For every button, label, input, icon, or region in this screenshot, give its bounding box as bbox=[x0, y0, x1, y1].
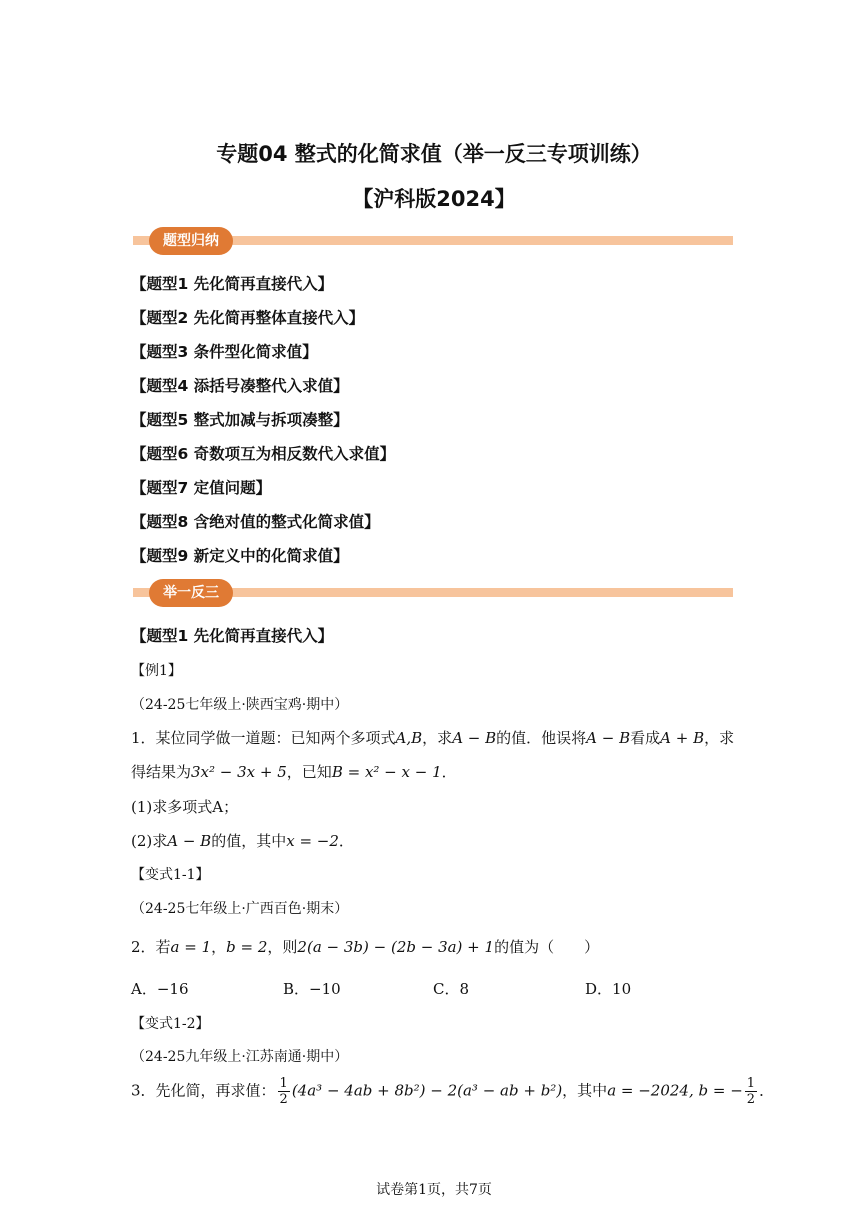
practice-type-heading: 【题型1 先化简再直接代入】 bbox=[131, 627, 334, 645]
example-label: 【例1】 bbox=[131, 663, 182, 679]
fraction: $\frac{1}{2}$ bbox=[279, 1076, 288, 1107]
type-item: 【题型3 条件型化简求值】 bbox=[131, 343, 318, 361]
type-item: 【题型2 先化简再整体直接代入】 bbox=[131, 309, 365, 327]
question-1-part-1: (1)求多项式A； bbox=[131, 798, 239, 816]
question-1-line-2: 得结果为3x² − 3x + 5，已知B = x² − x − 1． bbox=[131, 763, 457, 781]
type-item: 【题型7 定值问题】 bbox=[131, 479, 272, 497]
question-1-part-2: (2)求A − B的值，其中x = −2． bbox=[131, 832, 354, 850]
type-item: 【题型1 先化简再直接代入】 bbox=[131, 275, 334, 293]
page-subtitle: 【沪科版2024】 bbox=[352, 187, 516, 211]
type-item: 【题型4 添括号凑整代入求值】 bbox=[131, 377, 349, 395]
question-3: 3．先化简，再求值： $\frac{1}{2}$ (4a³ − 4ab + 8b²) − 2(a³ − ab + b²)，其中a = −2024, b = − $\frac{1}{2}$ ． bbox=[131, 1076, 775, 1107]
page-title: 专题04 整式的化简求值（举一反三专项训练） bbox=[216, 142, 652, 166]
question-2: 2．若a = 1，b = 2，则2(a − 3b) − (2b − 3a) + 1的值为（ ） bbox=[131, 938, 600, 956]
variant-label: 【变式1-1】 bbox=[131, 867, 210, 883]
question-source: （24-25七年级上·陕西宝鸡·期中） bbox=[131, 697, 349, 713]
question-1-line-1: 1．某位同学做一道题：已知两个多项式A,B，求A − B的值．他误将A − B看成A + B，求 bbox=[131, 729, 735, 747]
question-source: （24-25七年级上·广西百色·期末） bbox=[131, 901, 349, 917]
option-d: D．10 bbox=[585, 980, 632, 998]
variant-label: 【变式1-2】 bbox=[131, 1016, 210, 1032]
type-item: 【题型9 新定义中的化简求值】 bbox=[131, 547, 349, 565]
option-c: C．8 bbox=[433, 980, 470, 998]
type-item: 【题型6 奇数项互为相反数代入求值】 bbox=[131, 445, 396, 463]
section-label-practice: 举一反三 bbox=[149, 579, 233, 607]
fraction: $\frac{1}{2}$ bbox=[746, 1076, 756, 1107]
option-a: A．−16 bbox=[131, 980, 189, 998]
option-b: B．−10 bbox=[283, 980, 341, 998]
type-item: 【题型8 含绝对值的整式化简求值】 bbox=[131, 513, 380, 531]
type-item: 【题型5 整式加减与拆项凑整】 bbox=[131, 411, 349, 429]
question-source: （24-25九年级上·江苏南通·期中） bbox=[131, 1049, 349, 1065]
page-footer: 试卷第1页，共7页 bbox=[376, 1182, 492, 1198]
section-label-summary: 题型归纳 bbox=[149, 227, 233, 255]
